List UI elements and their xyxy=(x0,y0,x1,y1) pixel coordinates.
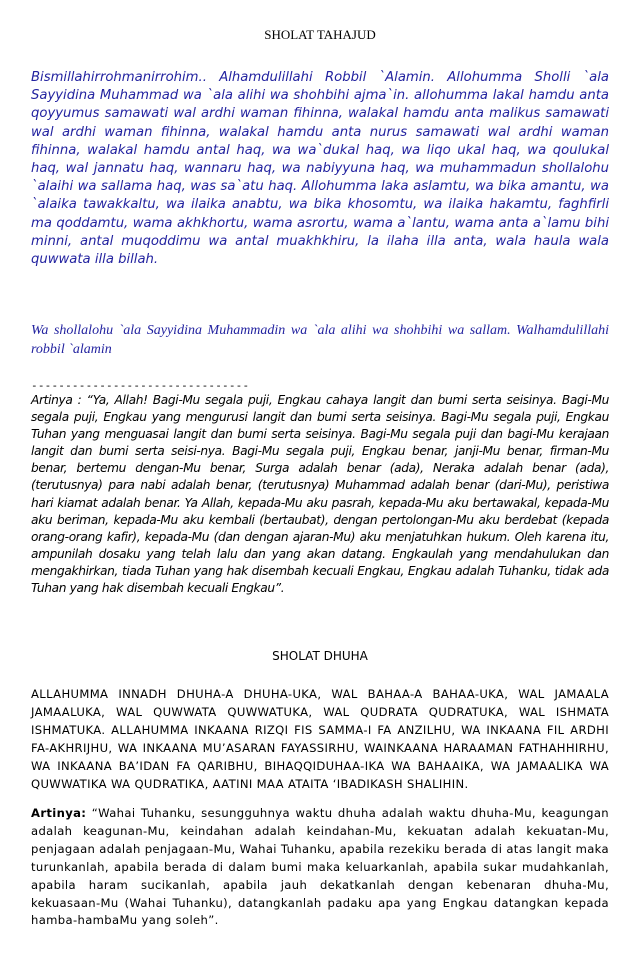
tahajud-doa-text: Bismillahirrohmanirrohim.. Alhamdulillahi Robbil `Alamin. Allohumma Sholli `ala Sayyidina Muhammad wa `ala alihi wa shohbihi ajma`in. allohumma lakal hamdu anta qoyyumus samawati wal ardhi waman fihinna, walakal hamdu anta malikus samawati wal ardhi waman fihinna, walakal hamdu anta nurus samawati wal ardhi waman fihinna, walakal hamdu antal haq, wa wa`dukal haq, wa liqo ukal haq, wa qoulukal haq, wal jannatu haq, wannaru haq, wa nabiyyuna haq, wa muhammadun shollalohu `alaihi wa sallama haq, was sa`atu haq. Allohumma laka aslamtu, wa bika amantu, wa `alaika tawakkaltu, wa ilaika anabtu, wa bika khosomtu, wa ilaika hakamtu, faghfirli ma qoddamtu, wama akhkhortu, wama asrortu, wama a`lantu, wama anta a`lamu bihi minni, antal muqoddimu wa antal muakhkhiru, la ilaha illa anta, wala haula wala quwwata illa billah. xyxy=(31,70,609,268)
tahajud-doa xyxy=(31,69,609,269)
dhuha-translation-text: “Wahai Tuhanku, sesungguhnya waktu dhuha adalah waktu dhuha-Mu, keagungan adalah keagunan-Mu, keindahan adalah keindahan-Mu, kekuatan adalah kekuatan-Mu, penjagaan adalah penjagaan-Mu, Wahai Tuhanku, apabila rezekiku berada di atas langit maka turunkanlah, apabila berada di dalam bumi maka keluarkanlah, apabila sukar mudahkanlah, apabila haram sucikanlah, apabila jauh dekatkanlah dengan kebenaran dhuha-Mu, kekuasaan-Mu (Wahai Tuhanku), datangkanlah padaku apa yang Engkau datangkan kepada hamba-hambaMu yang soleh”. xyxy=(31,806,609,928)
tahajud-title: SHOLAT TAHAJUD xyxy=(264,27,376,42)
dhuha-doa-text: ALLAHUMMA INNADH DHUHA-A DHUHA-UKA, WAL BAHAA-A BAHAA-UKA, WAL JAMAALA JAMAALUKA, WAL QUWWATA QUWWATUKA, WAL QUDRATA QUDRATUKA, WAL ISHMATA ISHMATUKA. ALLAHUMMA INKAANA RIZQI FIS SAMMA-I FA ANZILHU, WA INKAANA FIL ARDHI FA-AKHRIJHU, WA INKAANA MU’ASARAN FAYASSIRHU, WAINKAANA HARAAMAN FATHAHHIRHU, WA INKAANA BA’IDAN FA QARIBHU, BIHAQQIDUHAA-IKA WA BAHAAIKA, WA JAMAALIKA WA QUWWATIKA WA QUDRATIKA, AATINI MAA ATAITA ‘IBADIKASH SHALIHIN. xyxy=(31,687,609,791)
dhuha-translation xyxy=(31,805,609,930)
dhuha-translation-label: Artinya: xyxy=(31,806,87,820)
section-divider: -------------------------------- xyxy=(31,379,250,392)
dhuha-title: SHOLAT DHUHA xyxy=(272,649,368,663)
tahajud-salawat xyxy=(31,322,609,359)
dhuha-translation-paragraph xyxy=(31,805,609,930)
tahajud-translation xyxy=(31,392,609,597)
dhuha-doa xyxy=(31,686,609,793)
tahajud-salawat-text: Wa shollalohu `ala Sayyidina Muhammadin wa `ala alihi wa shohbihi wa sallam. Walhamdulillahi robbil `alamin xyxy=(31,323,609,357)
tahajud-translation-text: Artinya : “Ya, Allah! Bagi-Mu segala puji, Engkau cahaya langit dan bumi serta seisinya. Bagi-Mu segala puji, Engkau yang mengurusi langit dan bumi serta seisinya. Bagi-Mu segala puji, Engkau Tuhan yang menguasai langit dan bumi serta seisinya. Bagi-Mu segala puji dan bagi-Mu kerajaan langit dan bumi serta seisi-nya. Bagi-Mu segala puji, Engkau benar, janji-Mu benar, firman-Mu benar, bertemu dengan-Mu benar, Surga adalah benar (ada), Neraka adalah benar (ada), (terutusnya) para nabi adalah benar, (terutusnya) Muhammad adalah benar (dari-Mu), peristiwa hari kiamat adalah benar. Ya Allah, kepada-Mu aku pasrah, kepada-Mu aku bertawakal, kepada-Mu aku beriman, kepada-Mu aku kembali (bertaubat), dengan pertolongan-Mu aku berdebat (kepada orang-orang kafir), kepada-Mu (dan dengan ajaran-Mu) aku menjatuhkan hukum. Oleh karena itu, ampunilah dosaku yang telah lalu dan yang akan datang. Engkaulah yang mendahulukan dan mengakhirkan, tiada Tuhan yang hak disembah kecuali Engkau, Engkau adalah Tuhanku, tidak ada Tuhan yang hak disembah kecuali Engkau”. xyxy=(31,393,609,596)
